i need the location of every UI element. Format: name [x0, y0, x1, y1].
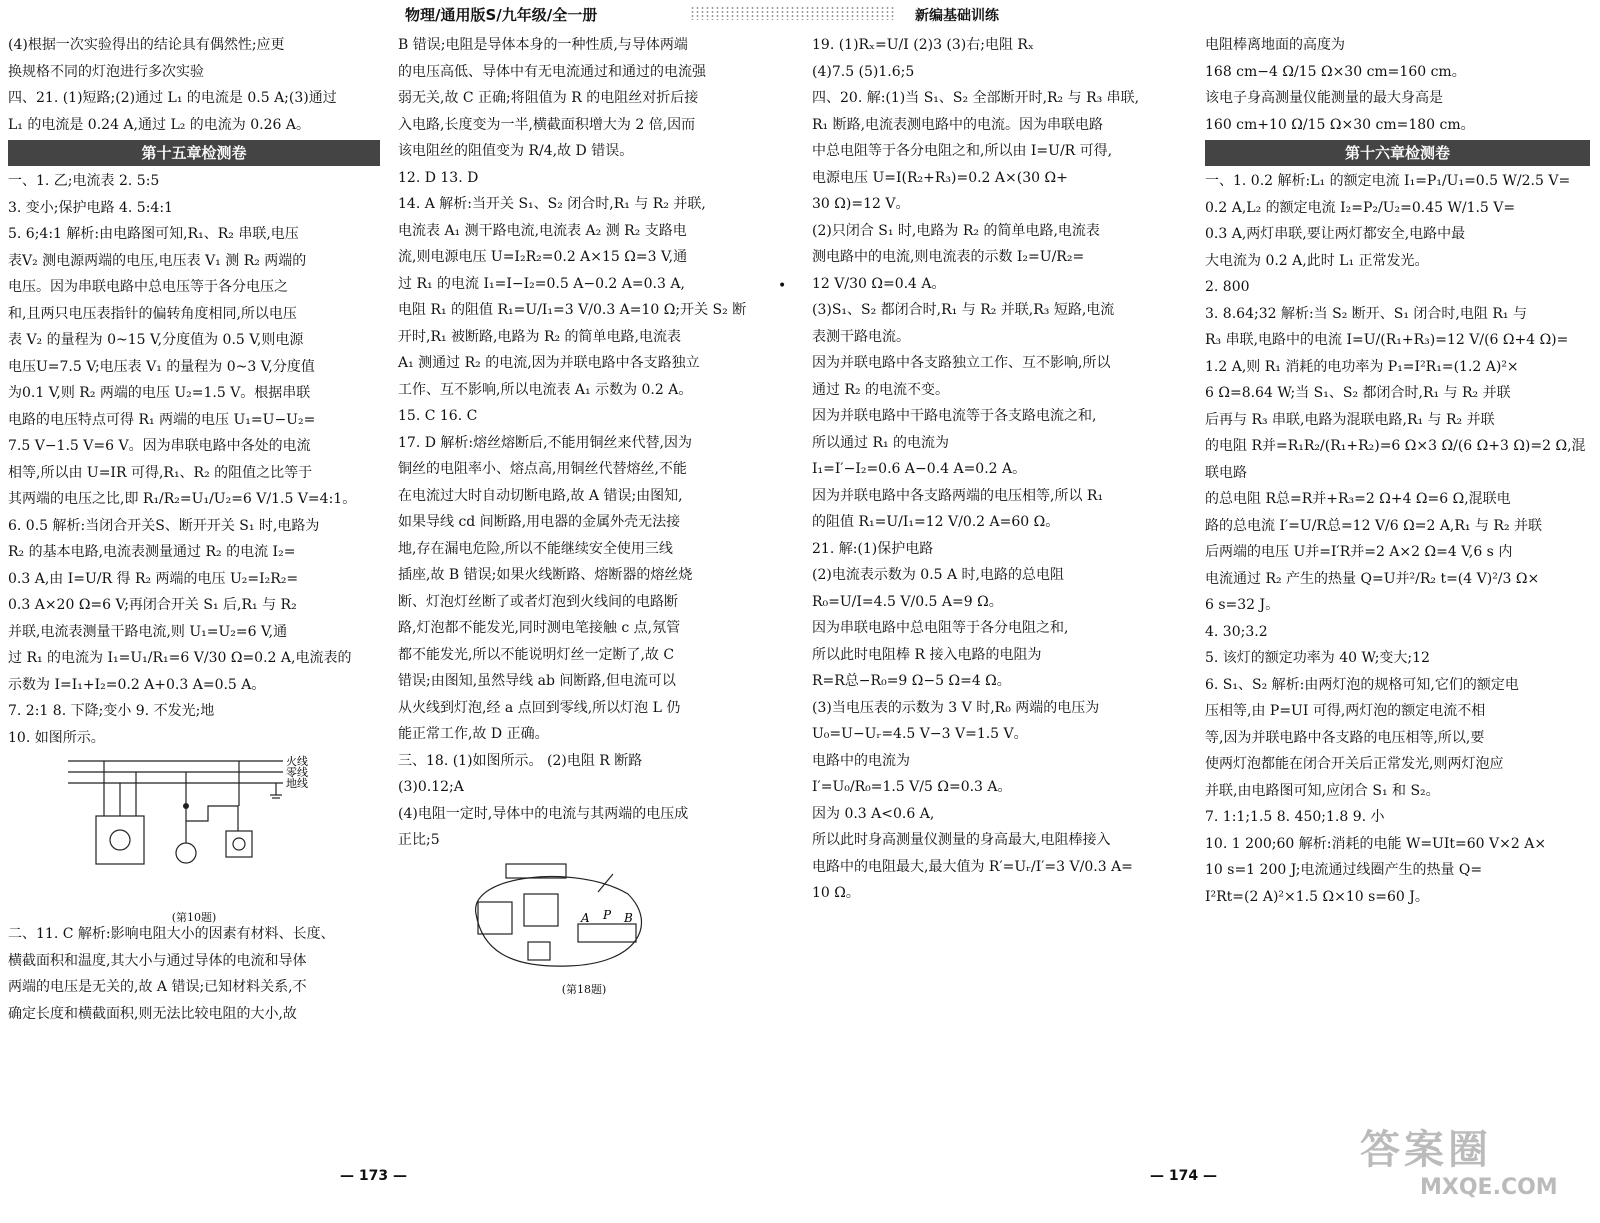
text-line: 因为并联电路中各支路独立工作、互不影响,所以 — [812, 355, 1111, 371]
text-line: 四、20. 解:(1)当 S₁、S₂ 全部断开时,R₂ 与 R₃ 串联, — [812, 90, 1140, 106]
text-line: 表 V₂ 的量程为 0~15 V,分度值为 0.5 V,则电源 — [8, 332, 304, 348]
spine-mark: • — [778, 278, 787, 294]
text-line: 该电阻丝的阻值变为 R/4,故 D 错误。 — [398, 143, 634, 159]
text-line: 为0.1 V,则 R₂ 两端的电压 U₂=1.5 V。根据串联 — [8, 385, 311, 401]
text-line: I₁=I′−I₂=0.6 A−0.4 A=0.2 A。 — [812, 461, 1027, 477]
page-number-right: — 174 — — [1150, 1168, 1217, 1184]
text-line: 大电流为 0.2 A,此时 L₁ 正常发光。 — [1205, 252, 1429, 269]
ground-wire-label: 地线 — [286, 777, 308, 790]
text-line: 一、1. 乙;电流表 2. 5:5 — [8, 173, 160, 189]
text-line: 的电阻 R并=R₁R₂/(R₁+R₂)=6 Ω×3 Ω/(6 Ω+3 Ω)=2 Ω,混联电路 — [1205, 438, 1586, 481]
text-line: 确定长度和横截面积,则无法比较电阻的大小,故 — [8, 1005, 297, 1022]
text-line: 电阻棒离地面的高度为 — [1205, 37, 1345, 53]
text-line: R=R总−R₀=9 Ω−5 Ω=4 Ω。 — [812, 673, 1011, 689]
text-line: 等,因为并联电路中各支路的电压相等,所以,要 — [1205, 729, 1485, 746]
text-line: 的电压高低、导体中有无电流通过和通过的电流强 — [398, 63, 706, 80]
text-line: 相等,所以由 U=IR 可得,R₁、R₂ 的阻值之比等于 — [8, 464, 313, 481]
text-line: 和,且两只电压表指针的偏转角度相同,所以电压 — [8, 305, 297, 322]
text-line: 0.3 A,两灯串联,要让两灯都安全,电路中最 — [1205, 226, 1466, 242]
text-line: 160 cm+10 Ω/15 Ω×30 cm=180 cm。 — [1205, 116, 1475, 133]
column-3 — [812, 32, 1184, 907]
text-line: 一、1. 0.2 解析:L₁ 的额定电流 I₁=P₁/U₁=0.5 W/2.5 V= — [1205, 173, 1571, 189]
text-line: 4. 30;3.2 — [1205, 623, 1268, 640]
figure-18 — [398, 854, 770, 994]
text-line: 如果导线 cd 间断路,用电器的金属外壳无法接 — [398, 514, 681, 530]
text-line: 开时,R₁ 被断路,电路为 R₂ 的简单电路,电流表 — [398, 328, 682, 345]
text-line: R₂ 的基本电路,电流表测量通过 R₂ 的电流 I₂= — [8, 544, 296, 560]
fig18-label-b: B — [624, 910, 633, 925]
household-circuit-diagram — [8, 751, 380, 901]
header-title: 物理/通用版S/九年级/全一册 — [405, 6, 598, 24]
text-line: R₁ 断路,电流表测电路中的电流。因为串联电路 — [812, 116, 1104, 133]
text-line: 地,存在漏电危险,所以不能继续安全使用三线 — [398, 540, 673, 557]
text-line: 使两灯泡都能在闭合开关后正常发光,则两灯泡应 — [1205, 756, 1504, 772]
text-line: 因为串联电路中总电阻等于各分电阻之和, — [812, 620, 1069, 636]
col1-answers — [8, 168, 380, 751]
text-line: 并联,由电路图可知,应闭合 S₁ 和 S₂。 — [1205, 782, 1440, 799]
text-line: B 错误;电阻是导体本身的一种性质,与导体两端 — [398, 37, 688, 53]
watermark-sub: MXQE.COM — [1420, 1175, 1558, 1200]
text-line: 表V₂ 测电源两端的电压,电压表 V₁ 测 R₂ 两端的 — [8, 252, 307, 269]
text-line: 其两端的电压之比,即 R₁/R₂=U₁/U₂=6 V/1.5 V=4:1。 — [8, 491, 357, 507]
col4-top — [1205, 32, 1590, 138]
text-line: 19. (1)Rₓ=U/I (2)3 (3)右;电阻 Rₓ — [812, 37, 1034, 53]
text-line: 路,灯泡都不能发光,同时测电笔接触 c 点,氖管 — [398, 620, 681, 636]
header-dots — [690, 6, 895, 20]
text-line: 电流表 A₁ 测干路电流,电流表 A₂ 测 R₂ 支路电 — [398, 222, 687, 239]
text-line: 从火线到灯泡,经 a 点回到零线,所以灯泡 L 仍 — [398, 699, 681, 716]
text-line: 的阻值 R₁=U/I₁=12 V/0.2 A=60 Ω。 — [812, 514, 1060, 530]
text-line: 二、11. C 解析:影响电阻大小的因素有材料、长度、 — [8, 926, 335, 942]
watermark — [1360, 1118, 1558, 1200]
text-line: 电压U=7.5 V;电压表 V₁ 的量程为 0~3 V,分度值 — [8, 358, 315, 375]
figure-10 — [8, 751, 380, 924]
fig18-label-p: P — [603, 907, 612, 922]
text-line: 10. 1 200;60 解析:消耗的电能 W=UIt=60 V×2 A× — [1205, 835, 1547, 852]
text-line: 入电路,长度变为一半,横截面积增大为 2 倍,因而 — [398, 116, 696, 133]
text-line: 6 s=32 J。 — [1205, 597, 1280, 613]
figure-18-caption: (第18题) — [561, 983, 607, 996]
text-line: U₀=U−Uᵣ=4.5 V−3 V=1.5 V。 — [812, 726, 1028, 742]
text-line: 路的总电流 I′=U/R总=12 V/6 Ω=2 A,R₁ 与 R₂ 并联 — [1205, 517, 1543, 534]
text-line: 15. C 16. C — [398, 408, 478, 424]
text-line: 流,则电源电压 U=I₂R₂=0.2 A×15 Ω=3 V,通 — [398, 249, 688, 265]
section-title-ch16: 第十六章检测卷 — [1205, 140, 1590, 166]
text-line: 6. 0.5 解析:当闭合开关S、断开开关 S₁ 时,电路为 — [8, 517, 320, 534]
text-line: 中总电阻等于各分电阻之和,所以由 I=U/R 可得, — [812, 143, 1113, 159]
text-line: (2)电流表示数为 0.5 A 时,电路的总电阻 — [812, 567, 1065, 583]
text-line: 21. 解:(1)保护电路 — [812, 540, 934, 557]
text-line: 所以此时电阻棒 R 接入电路的电阻为 — [812, 646, 1042, 663]
text-line: 因为并联电路中干路电流等于各支路电流之和, — [812, 408, 1097, 424]
text-line: 工作、互不影响,所以电流表 A₁ 示数为 0.2 A。 — [398, 381, 693, 398]
text-line: 电流通过 R₂ 产生的热量 Q=U并²/R₂ t=(4 V)²/3 Ω× — [1205, 570, 1540, 587]
fig18-label-a: A — [581, 910, 590, 925]
text-line: (3)0.12;A — [398, 779, 464, 795]
text-line: (3)S₁、S₂ 都闭合时,R₁ 与 R₂ 并联,R₃ 短路,电流 — [812, 302, 1115, 318]
text-line: 3. 变小;保护电路 4. 5:4:1 — [8, 199, 173, 216]
text-line: 电源电压 U=I(R₂+R₃)=0.2 A×(30 Ω+ — [812, 169, 1068, 186]
text-line: 压相等,由 P=UI 可得,两灯泡的额定电流不相 — [1205, 703, 1486, 719]
text-line: (2)只闭合 S₁ 时,电路为 R₂ 的简单电路,电流表 — [812, 222, 1100, 239]
text-line: 0.3 A,由 I=U/R 得 R₂ 两端的电压 U₂=I₂R₂= — [8, 570, 299, 587]
text-line: 6. S₁、S₂ 解析:由两灯泡的规格可知,它们的额定电 — [1205, 676, 1519, 693]
section-title-ch15: 第十五章检测卷 — [8, 140, 380, 166]
col2-text — [398, 32, 770, 854]
text-line: 10 s=1 200 J;电流通过线圈产生的热量 Q= — [1205, 862, 1483, 878]
text-line: 12. D 13. D — [398, 169, 479, 186]
text-line: R₀=U/I=4.5 V/0.5 A=9 Ω。 — [812, 593, 1003, 610]
header-brand: 新编基础训练 — [915, 8, 999, 24]
column-1 — [8, 32, 380, 1027]
col4-answers — [1205, 168, 1590, 910]
text-line: L₁ 的电流是 0.24 A,通过 L₂ 的电流为 0.26 A。 — [8, 116, 310, 133]
experiment-circuit-drawing — [398, 854, 770, 974]
text-line: 电路中的电阻最大,最大值为 R′=Uᵣ/I′=3 V/0.3 A= — [812, 858, 1133, 875]
text-line: 换规格不同的灯泡进行多次实验 — [8, 63, 204, 80]
text-line: 表测干路电流。 — [812, 328, 910, 345]
col3-text — [812, 32, 1184, 907]
text-line: 都不能发光,所以不能说明灯丝一定断了,故 C — [398, 646, 675, 663]
text-line: 过 R₁ 的电流为 I₁=U₁/R₁=6 V/30 Ω=0.2 A,电流表的 — [8, 650, 352, 666]
text-line: 12 V/30 Ω=0.4 A。 — [812, 275, 946, 292]
text-line: 插座,故 B 错误;如果火线断路、熔断器的熔丝烧 — [398, 567, 693, 583]
text-line: 10 Ω。 — [812, 885, 860, 901]
text-line: 三、18. (1)如图所示。 (2)电阻 R 断路 — [398, 752, 643, 769]
text-line: 电路中的电流为 — [812, 752, 910, 769]
text-line: 示数为 I=I₁+I₂=0.2 A+0.3 A=0.5 A。 — [8, 676, 266, 693]
text-line: 弱无关,故 C 正确;将阻值为 R 的电阻丝对折后接 — [398, 90, 699, 106]
text-line: 后两端的电压 U并=I′R并=2 A×2 Ω=4 V,6 s 内 — [1205, 544, 1513, 560]
text-line: 0.3 A×20 Ω=6 V;再闭合开关 S₁ 后,R₁ 与 R₂ — [8, 597, 297, 613]
text-line: 断、灯泡灯丝断了或者灯泡到火线间的电路断 — [398, 593, 678, 610]
watermark-main: 答案圈 — [1360, 1127, 1492, 1173]
text-line: 电压。因为串联电路中总电压等于各分电压之 — [8, 279, 288, 295]
text-line: 17. D 解析:熔丝熔断后,不能用铜丝来代替,因为 — [398, 434, 693, 451]
neutral-wire-label: 零线 — [286, 766, 308, 779]
text-line: 铜丝的电阻率小、熔点高,用铜丝代替熔丝,不能 — [398, 461, 687, 477]
text-line: 过 R₁ 的电流 I₁=I−I₂=0.5 A−0.2 A=0.3 A, — [398, 275, 685, 292]
live-wire-label: 火线 — [286, 755, 308, 768]
text-line: 在电流过大时自动切断电路,故 A 错误;由图知, — [398, 487, 683, 504]
text-line: 所以通过 R₁ 的电流为 — [812, 434, 950, 451]
col1-top — [8, 32, 380, 138]
text-line: I²Rt=(2 A)²×1.5 Ω×10 s=60 J。 — [1205, 888, 1429, 905]
text-line: 并联,电流表测量干路电流,则 U₁=U₂=6 V,通 — [8, 623, 288, 640]
text-line: 能正常工作,故 D 正确。 — [398, 726, 549, 742]
text-line: 30 Ω)=12 V。 — [812, 196, 910, 212]
text-line: (4)7.5 (5)1.6;5 — [812, 63, 915, 80]
text-line: 10. 如图所示。 — [8, 729, 105, 746]
text-line: 两端的电压是无关的,故 A 错误;已知材料关系,不 — [8, 979, 307, 995]
text-line: 2. 800 — [1205, 279, 1250, 295]
page-number-left: — 173 — — [340, 1168, 407, 1184]
text-line: R₃ 串联,电路中的电流 I=U/(R₁+R₃)=12 V/(6 Ω+4 Ω)= — [1205, 332, 1569, 348]
col1-bottom — [8, 921, 380, 1027]
text-line: 5. 该灯的额定功率为 40 W;变大;12 — [1205, 650, 1430, 666]
text-line: 1.2 A,则 R₁ 消耗的电功率为 P₁=I²R₁=(1.2 A)²× — [1205, 358, 1519, 375]
text-line: A₁ 测通过 R₂ 的电流,因为并联电路中各支路独立 — [398, 355, 700, 371]
text-line: 测电路中的电流,则电流表的示数 I₂=U/R₂= — [812, 249, 1085, 265]
text-line: 因为 0.3 A<0.6 A, — [812, 805, 935, 822]
text-line: 错误;由图知,虽然导线 ab 间断路,但电流可以 — [398, 673, 676, 689]
text-line: 3. 8.64;32 解析:当 S₂ 断开、S₁ 闭合时,电阻 R₁ 与 — [1205, 305, 1527, 322]
text-line: 0.2 A,L₂ 的额定电流 I₂=P₂/U₂=0.45 W/1.5 V= — [1205, 199, 1516, 216]
text-line: (4)电阻一定时,导体中的电流与其两端的电压成 — [398, 805, 689, 822]
text-line: 四、21. (1)短路;(2)通过 L₁ 的电流是 0.5 A;(3)通过 — [8, 90, 337, 106]
text-line: 168 cm−4 Ω/15 Ω×30 cm=160 cm。 — [1205, 63, 1466, 80]
text-line: 所以此时身高测量仪测量的身高最大,电阻棒接入 — [812, 832, 1111, 848]
text-line: 正比;5 — [398, 832, 440, 848]
text-line: 7. 2:1 8. 下降;变小 9. 不发光;地 — [8, 703, 215, 719]
text-line: I′=U₀/R₀=1.5 V/5 Ω=0.3 A。 — [812, 779, 1012, 795]
figure-10-caption: (第10题) — [171, 910, 217, 924]
text-line: 14. A 解析:当开关 S₁、S₂ 闭合时,R₁ 与 R₂ 并联, — [398, 196, 706, 212]
text-line: 6 Ω=8.64 W;当 S₁、S₂ 都闭合时,R₁ 与 R₂ 并联 — [1205, 385, 1511, 401]
column-4 — [1205, 32, 1590, 910]
text-line: 电阻 R₁ 的阻值 R₁=U/I₁=3 V/0.3 A=10 Ω;开关 S₂ 断 — [398, 302, 747, 318]
text-line: 因为并联电路中各支路两端的电压相等,所以 R₁ — [812, 487, 1104, 504]
text-line: 7.5 V−1.5 V=6 V。因为串联电路中各处的电流 — [8, 438, 311, 454]
text-line: 电路的电压特点可得 R₁ 两端的电压 U₁=U−U₂= — [8, 411, 316, 428]
column-2 — [398, 32, 770, 994]
text-line: 该电子身高测量仪能测量的最大身高是 — [1205, 90, 1443, 106]
text-line: (3)当电压表的示数为 3 V 时,R₀ 两端的电压为 — [812, 699, 1100, 716]
text-line: 7. 1:1;1.5 8. 450;1.8 9. 小 — [1205, 809, 1385, 825]
text-line: 横截面积和温度,其大小与通过导体的电流和导体 — [8, 952, 307, 969]
text-line: 5. 6;4:1 解析:由电路图可知,R₁、R₂ 串联,电压 — [8, 226, 299, 242]
text-line: 后再与 R₃ 串联,电路为混联电路,R₁ 与 R₂ 并联 — [1205, 411, 1495, 428]
text-line: (4)根据一次实验得出的结论具有偶然性;应更 — [8, 37, 285, 53]
text-line: 通过 R₂ 的电流不变。 — [812, 381, 950, 398]
text-line: 的总电阻 R总=R并+R₃=2 Ω+4 Ω=6 Ω,混联电 — [1205, 491, 1511, 507]
